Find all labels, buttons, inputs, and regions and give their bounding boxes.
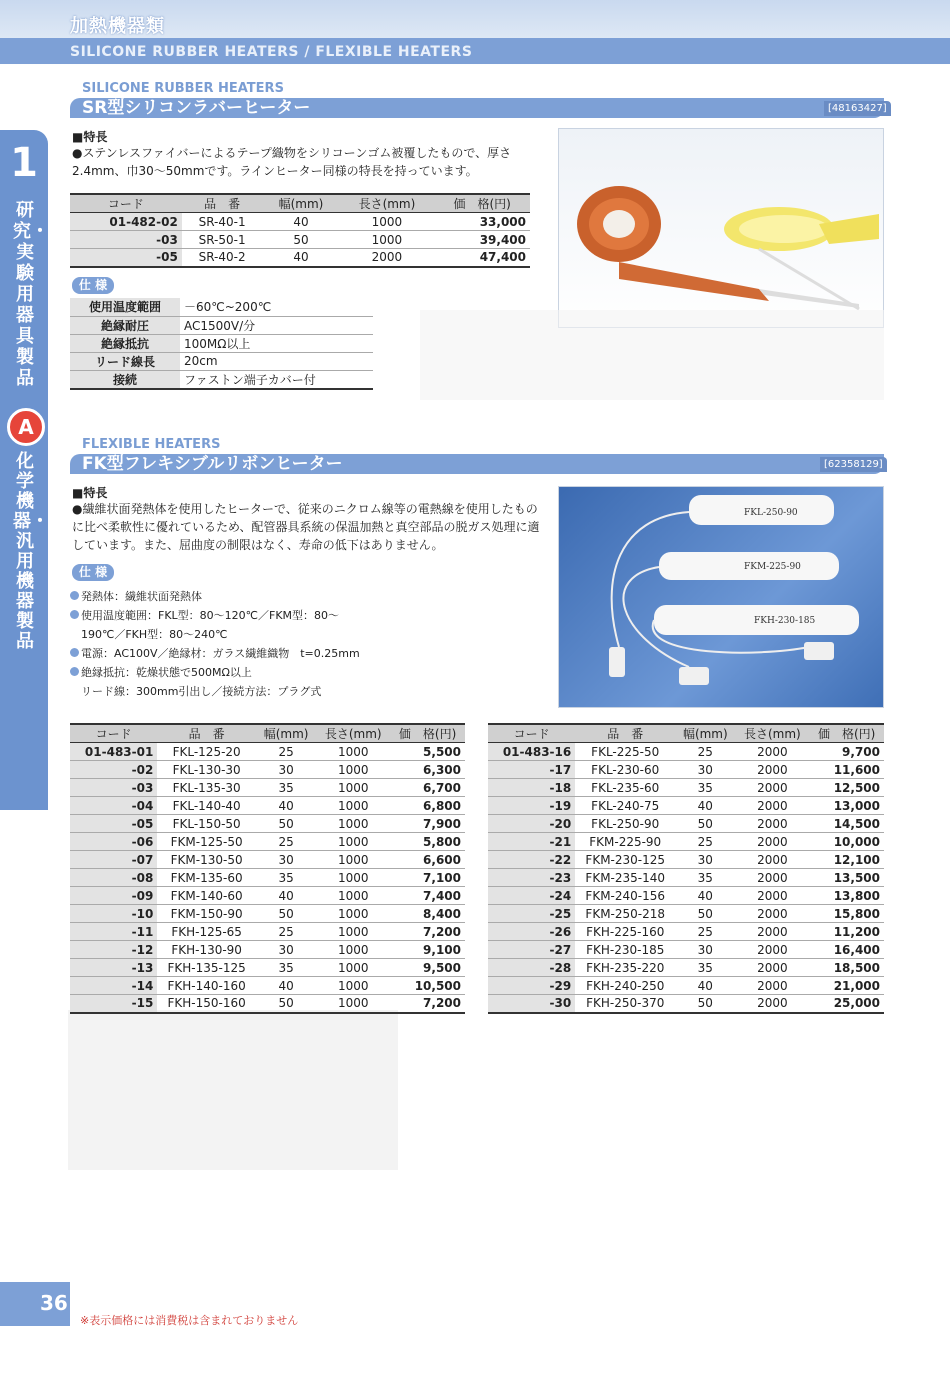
spec-value: AC1500V/分 <box>180 316 373 334</box>
length-cell: 1000 <box>316 815 390 833</box>
code-cell: 01-483-01 <box>70 743 157 761</box>
width-cell: 25 <box>675 833 735 851</box>
fk-spec-line: 電源：AC100V／絶縁材：ガラス繊維織物 t=0.25mm <box>70 644 540 663</box>
spec-row <box>70 352 373 370</box>
code-cell: -25 <box>488 905 575 923</box>
part-number-cell: SR-50-1 <box>182 231 263 249</box>
price-cell: 25,000 <box>809 995 884 1013</box>
table-row <box>488 761 884 779</box>
length-cell: 2000 <box>735 941 809 959</box>
price-cell: 6,800 <box>390 797 465 815</box>
length-cell: 1000 <box>316 761 390 779</box>
price-cell: 14,500 <box>809 815 884 833</box>
sr-spec-badge: 仕 様 <box>72 277 114 294</box>
side-subcategory-badge: A <box>7 408 45 446</box>
part-number-cell: FKH-135-125 <box>157 959 256 977</box>
header-title-en: SILICONE RUBBER HEATERS / FLEXIBLE HEATERS <box>70 44 473 60</box>
fk-spec-line: 絶縁抵抗：乾燥状態で500MΩ以上 <box>70 663 540 682</box>
spec-row <box>70 316 373 334</box>
part-number-cell: FKL-140-40 <box>157 797 256 815</box>
code-cell: -09 <box>70 887 157 905</box>
part-number-cell: FKM-240-156 <box>575 887 675 905</box>
table-header-cell: 幅(mm) <box>675 724 735 743</box>
sr-features-text: ●ステンレスファイバーによるテープ織物をシリコーンゴム被覆したもので、厚さ2.4mm、巾30〜50mmです。ラインヒーター同様の特長を持っています。 <box>72 146 512 178</box>
sr-heater-illustration <box>559 129 885 329</box>
width-cell: 40 <box>675 887 735 905</box>
sr-product-photo <box>558 128 884 328</box>
width-cell: 35 <box>256 869 316 887</box>
part-number-cell: FKH-230-185 <box>575 941 675 959</box>
table-header-cell: 価 格(円) <box>809 724 884 743</box>
bullet-icon <box>70 591 79 600</box>
width-cell: 25 <box>256 923 316 941</box>
part-number-cell: FKL-130-30 <box>157 761 256 779</box>
code-cell: -07 <box>70 851 157 869</box>
length-cell: 2000 <box>735 743 809 761</box>
part-number-cell: FKM-140-60 <box>157 887 256 905</box>
width-cell: 50 <box>256 815 316 833</box>
fk-spec-line: リード線：300mm引出し／接続方法：プラグ式 <box>81 685 322 698</box>
table-header-cell: 長さ(mm) <box>316 724 390 743</box>
width-cell: 40 <box>262 249 339 267</box>
fk-spec-line: 使用温度範囲：FKL型：80〜120℃／FKM型：80〜 <box>70 606 540 625</box>
length-cell: 1000 <box>316 851 390 869</box>
code-cell: -23 <box>488 869 575 887</box>
code-cell: -05 <box>70 249 182 267</box>
width-cell: 35 <box>675 959 735 977</box>
part-number-cell: SR-40-2 <box>182 249 263 267</box>
fk-spec-line: 190℃／FKH型：80〜240℃ <box>81 628 228 641</box>
width-cell: 35 <box>675 779 735 797</box>
width-cell: 25 <box>256 743 316 761</box>
part-number-cell: FKM-235-140 <box>575 869 675 887</box>
sr-section-en-title: SILICONE RUBBER HEATERS <box>82 81 284 96</box>
spec-row <box>70 334 373 352</box>
photo-label-fkl: FKL-250-90 <box>744 508 798 518</box>
fk-section-title: FK型フレキシブルリボンヒーター <box>82 454 343 474</box>
part-number-cell: FKM-130-50 <box>157 851 256 869</box>
fk-spec-list <box>70 587 540 701</box>
part-number-cell: FKM-250-218 <box>575 905 675 923</box>
fk-features-heading: ■特長 <box>72 486 108 500</box>
table-header-cell: 幅(mm) <box>256 724 316 743</box>
length-cell: 2000 <box>735 887 809 905</box>
table-header-cell: 長さ(mm) <box>340 194 435 213</box>
length-cell: 2000 <box>735 977 809 995</box>
table-row <box>488 923 884 941</box>
side-category-label: 研究・実験用器具製品 <box>13 200 49 389</box>
header-title-jp: 加熱機器類 <box>70 16 165 37</box>
code-cell: -14 <box>70 977 157 995</box>
spec-value: ファストン端子カバー付 <box>180 370 373 389</box>
code-cell: -13 <box>70 959 157 977</box>
part-number-cell: FKM-135-60 <box>157 869 256 887</box>
fk-catalog-code: [62358129] <box>820 457 887 472</box>
code-cell: -20 <box>488 815 575 833</box>
table-row <box>488 851 884 869</box>
code-cell: -24 <box>488 887 575 905</box>
price-cell: 12,100 <box>809 851 884 869</box>
code-cell: -08 <box>70 869 157 887</box>
width-cell: 40 <box>256 977 316 995</box>
price-cell: 21,000 <box>809 977 884 995</box>
bullet-icon <box>70 667 79 676</box>
code-cell: -26 <box>488 923 575 941</box>
code-cell: -03 <box>70 779 157 797</box>
part-number-cell: FKH-250-370 <box>575 995 675 1013</box>
price-cell: 18,500 <box>809 959 884 977</box>
length-cell: 2000 <box>735 851 809 869</box>
price-cell: 9,100 <box>390 941 465 959</box>
table-row <box>488 779 884 797</box>
part-number-cell: FKL-225-50 <box>575 743 675 761</box>
ghost-background-image <box>68 1010 398 1170</box>
fk-price-table-right <box>488 723 884 1014</box>
code-cell: -27 <box>488 941 575 959</box>
spec-row <box>70 370 373 389</box>
table-header-cell: 価 格(円) <box>434 194 530 213</box>
part-number-cell: FKM-150-90 <box>157 905 256 923</box>
table-row <box>488 869 884 887</box>
length-cell: 1000 <box>316 779 390 797</box>
length-cell: 2000 <box>735 833 809 851</box>
width-cell: 30 <box>675 761 735 779</box>
table-row <box>70 743 465 761</box>
table-header-cell: コード <box>70 194 182 213</box>
page-number: 36 <box>40 1291 68 1315</box>
fk-product-photo <box>558 486 884 708</box>
code-cell: -11 <box>70 923 157 941</box>
code-cell: -15 <box>70 995 157 1013</box>
width-cell: 50 <box>256 995 316 1013</box>
part-number-cell: FKM-125-50 <box>157 833 256 851</box>
part-number-cell: FKL-150-50 <box>157 815 256 833</box>
fk-features-text: ●繊維状面発熱体を使用したヒーターで、従来のニクロム線等の電熱線を使用したものに比べ柔軟性に優れているため、配管器具系統の保温加熱と真空部品の脱ガス処理に適しています。また、屈曲度の制限はなく、寿命の低下はありません。 <box>72 502 540 552</box>
table-row <box>488 995 884 1013</box>
length-cell: 1000 <box>316 941 390 959</box>
code-cell: -17 <box>488 761 575 779</box>
table-row <box>70 815 465 833</box>
code-cell: -12 <box>70 941 157 959</box>
table-row <box>488 959 884 977</box>
price-cell: 7,200 <box>390 995 465 1013</box>
spec-label: 絶縁抵抗 <box>70 334 180 352</box>
table-row <box>70 905 465 923</box>
table-row <box>70 851 465 869</box>
price-cell: 13,800 <box>809 887 884 905</box>
part-number-cell: FKL-125-20 <box>157 743 256 761</box>
price-cell: 33,000 <box>434 213 530 231</box>
table-row <box>70 869 465 887</box>
code-cell: -04 <box>70 797 157 815</box>
spec-label: 使用温度範囲 <box>70 298 180 316</box>
table-row <box>488 941 884 959</box>
price-cell: 15,800 <box>809 905 884 923</box>
table-row <box>70 779 465 797</box>
length-cell: 1000 <box>316 887 390 905</box>
price-cell: 5,500 <box>390 743 465 761</box>
length-cell: 2000 <box>735 779 809 797</box>
width-cell: 25 <box>675 743 735 761</box>
price-cell: 39,400 <box>434 231 530 249</box>
sr-spec-table <box>70 298 373 390</box>
fk-spec-badge: 仕 様 <box>72 564 114 581</box>
width-cell: 40 <box>256 887 316 905</box>
width-cell: 50 <box>675 815 735 833</box>
length-cell: 1000 <box>316 743 390 761</box>
price-cell: 7,100 <box>390 869 465 887</box>
tax-footnote: ※表示価格には消費税は含まれておりません <box>80 1314 299 1327</box>
price-cell: 9,700 <box>809 743 884 761</box>
table-row <box>488 833 884 851</box>
code-cell: -18 <box>488 779 575 797</box>
price-cell: 7,900 <box>390 815 465 833</box>
part-number-cell: FKL-240-75 <box>575 797 675 815</box>
spec-value: 20cm <box>180 352 373 370</box>
code-cell: 01-483-16 <box>488 743 575 761</box>
length-cell: 2000 <box>735 995 809 1013</box>
length-cell: 1000 <box>316 905 390 923</box>
part-number-cell: FKH-140-160 <box>157 977 256 995</box>
code-cell: -21 <box>488 833 575 851</box>
spec-value: －60℃~200℃ <box>180 298 373 316</box>
bullet-icon <box>70 610 79 619</box>
table-row <box>70 231 530 249</box>
length-cell: 1000 <box>316 959 390 977</box>
length-cell: 2000 <box>735 869 809 887</box>
price-cell: 6,300 <box>390 761 465 779</box>
price-cell: 47,400 <box>434 249 530 267</box>
price-cell: 13,000 <box>809 797 884 815</box>
fk-price-table-left <box>70 723 465 1014</box>
width-cell: 50 <box>256 905 316 923</box>
table-header-cell: 長さ(mm) <box>735 724 809 743</box>
part-number-cell: FKM-225-90 <box>575 833 675 851</box>
width-cell: 30 <box>675 941 735 959</box>
table-row <box>70 249 530 267</box>
table-row <box>488 815 884 833</box>
part-number-cell: FKH-130-90 <box>157 941 256 959</box>
spec-value: 100MΩ以上 <box>180 334 373 352</box>
part-number-cell: FKH-235-220 <box>575 959 675 977</box>
part-number-cell: FKL-235-60 <box>575 779 675 797</box>
price-cell: 8,400 <box>390 905 465 923</box>
width-cell: 30 <box>256 761 316 779</box>
code-cell: -02 <box>70 761 157 779</box>
length-cell: 1000 <box>316 977 390 995</box>
width-cell: 40 <box>256 797 316 815</box>
price-cell: 13,500 <box>809 869 884 887</box>
width-cell: 50 <box>675 905 735 923</box>
price-cell: 12,500 <box>809 779 884 797</box>
table-header-cell: 品 番 <box>157 724 256 743</box>
table-row <box>70 995 465 1013</box>
length-cell: 2000 <box>735 797 809 815</box>
length-cell: 2000 <box>340 249 435 267</box>
price-cell: 7,200 <box>390 923 465 941</box>
fk-section-en-title: FLEXIBLE HEATERS <box>82 437 221 452</box>
length-cell: 2000 <box>735 923 809 941</box>
table-row <box>70 887 465 905</box>
price-cell: 5,800 <box>390 833 465 851</box>
spec-label: 接続 <box>70 370 180 389</box>
width-cell: 35 <box>256 959 316 977</box>
side-category-number: 1 <box>10 140 38 186</box>
width-cell: 30 <box>256 851 316 869</box>
table-row <box>488 743 884 761</box>
price-cell: 6,600 <box>390 851 465 869</box>
price-cell: 10,000 <box>809 833 884 851</box>
table-row <box>488 905 884 923</box>
table-header-cell: 品 番 <box>575 724 675 743</box>
part-number-cell: SR-40-1 <box>182 213 263 231</box>
part-number-cell: FKL-250-90 <box>575 815 675 833</box>
length-cell: 1000 <box>316 869 390 887</box>
price-cell: 7,400 <box>390 887 465 905</box>
width-cell: 25 <box>256 833 316 851</box>
length-cell: 1000 <box>316 995 390 1013</box>
fk-heater-illustration <box>559 487 885 709</box>
table-header-cell: 価 格(円) <box>390 724 465 743</box>
code-cell: -30 <box>488 995 575 1013</box>
width-cell: 40 <box>675 797 735 815</box>
code-cell: -06 <box>70 833 157 851</box>
price-cell: 9,500 <box>390 959 465 977</box>
part-number-cell: FKH-225-160 <box>575 923 675 941</box>
code-cell: -19 <box>488 797 575 815</box>
width-cell: 40 <box>675 977 735 995</box>
table-header-cell: コード <box>70 724 157 743</box>
length-cell: 1000 <box>316 797 390 815</box>
length-cell: 2000 <box>735 815 809 833</box>
code-cell: -28 <box>488 959 575 977</box>
ghost-background-table <box>420 310 884 400</box>
width-cell: 30 <box>256 941 316 959</box>
sr-price-table <box>70 193 530 268</box>
sr-features-heading: ■特長 <box>72 130 108 144</box>
spec-label: リード線長 <box>70 352 180 370</box>
width-cell: 35 <box>256 779 316 797</box>
code-cell: -10 <box>70 905 157 923</box>
table-row <box>70 213 530 231</box>
fk-spec-line: 発熱体：繊維状面発熱体 <box>70 587 540 606</box>
table-row <box>70 797 465 815</box>
photo-label-fkh: FKH-230-185 <box>754 616 816 626</box>
spec-label: 絶縁耐圧 <box>70 316 180 334</box>
width-cell: 40 <box>262 213 339 231</box>
length-cell: 2000 <box>735 959 809 977</box>
part-number-cell: FKH-240-250 <box>575 977 675 995</box>
code-cell: -29 <box>488 977 575 995</box>
width-cell: 35 <box>675 869 735 887</box>
table-header-cell: コード <box>488 724 575 743</box>
table-row <box>70 977 465 995</box>
table-row <box>488 977 884 995</box>
bullet-icon <box>70 648 79 657</box>
length-cell: 2000 <box>735 905 809 923</box>
width-cell: 50 <box>262 231 339 249</box>
length-cell: 1000 <box>316 923 390 941</box>
table-row <box>488 797 884 815</box>
spec-row <box>70 298 373 316</box>
sr-section-title: SR型シリコンラバーヒーター <box>82 98 311 118</box>
code-cell: 01-482-02 <box>70 213 182 231</box>
price-cell: 11,600 <box>809 761 884 779</box>
width-cell: 30 <box>675 851 735 869</box>
code-cell: -03 <box>70 231 182 249</box>
table-row <box>70 761 465 779</box>
table-row <box>70 959 465 977</box>
width-cell: 25 <box>675 923 735 941</box>
table-header-cell: 幅(mm) <box>262 194 339 213</box>
side-subcategory-label: 化学機器・汎用機器製品 <box>13 451 49 652</box>
code-cell: -22 <box>488 851 575 869</box>
photo-label-fkm: FKM-225-90 <box>744 562 801 572</box>
sr-catalog-code: [48163427] <box>824 101 891 116</box>
price-cell: 10,500 <box>390 977 465 995</box>
part-number-cell: FKL-230-60 <box>575 761 675 779</box>
length-cell: 1000 <box>340 213 435 231</box>
price-cell: 11,200 <box>809 923 884 941</box>
part-number-cell: FKH-125-65 <box>157 923 256 941</box>
length-cell: 1000 <box>340 231 435 249</box>
table-header-cell: 品 番 <box>182 194 263 213</box>
width-cell: 50 <box>675 995 735 1013</box>
price-cell: 16,400 <box>809 941 884 959</box>
table-row <box>488 887 884 905</box>
part-number-cell: FKM-230-125 <box>575 851 675 869</box>
code-cell: -05 <box>70 815 157 833</box>
length-cell: 2000 <box>735 761 809 779</box>
part-number-cell: FKL-135-30 <box>157 779 256 797</box>
length-cell: 1000 <box>316 833 390 851</box>
price-cell: 6,700 <box>390 779 465 797</box>
table-row <box>70 941 465 959</box>
part-number-cell: FKH-150-160 <box>157 995 256 1013</box>
table-row <box>70 923 465 941</box>
table-row <box>70 833 465 851</box>
